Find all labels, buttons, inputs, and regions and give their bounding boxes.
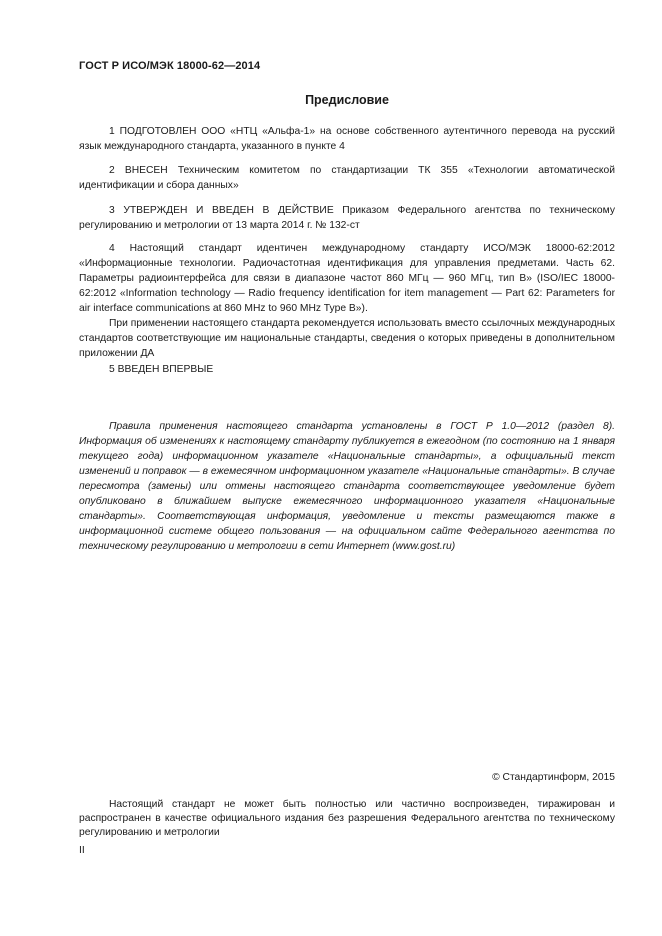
page-number: II: [79, 845, 85, 856]
copyright-line: © Стандартинформ, 2015: [492, 772, 615, 783]
paragraph-item-2: 2 ВНЕСЕН Техническим комитетом по стандартизации ТК 355 «Технологии автоматической идентификации и сбора данных»: [79, 165, 615, 191]
paragraph-item-1: 1 ПОДГОТОВЛЕН ООО «НТЦ «Альфа-1» на основе собственного аутентичного перевода на русский язык международного стандарта, указанного в пункте 4: [79, 126, 615, 152]
item-4-block: [79, 241, 615, 361]
paragraph-item-4: 4 Настоящий стандарт идентичен международному стандарту ИСО/МЭК 18000-62:2012 «Информационные технологии. Радиочастотная идентификация для управления предметами. Часть 62. Параметры радиоинтерфейса для связи в диапазоне частот 860 МГц — 960 МГц, тип В» (ISO/IEC 18000-62:2012 «Information technology — Radio frequency identification for item management — Part 62: Parameters for air interface communications at 860 MHz to 960 MHz Type B»).: [79, 243, 615, 314]
item-2-block: [79, 163, 615, 193]
preface-title: Предисловие: [305, 93, 389, 107]
standard-code-header: ГОСТ Р ИСО/МЭК 18000-62—2014: [79, 60, 261, 72]
application-rules-note: Правила применения настоящего стандарта установлены в ГОСТ Р 1.0—2012 (раздел 8). Информация об изменениях к настоящему стандарту публикуется в ежегодном (по состоянию на 1 января текущего года) информационном указателе «Национальные стандарты», а официальный текст изменений и поправок — в ежемесячном информационном указателе «Национальные стандарты». В случае пересмотра (замены) или отмены настоящего стандарта соответствующее уведомление будет опубликовано в ближайшем выпуске ежемесячного информационного указателя «Национальные стандарты». Соответствующая информация, уведомление и тексты размещаются также в информационной системе общего пользования — на официальном сайте Федерального агентства по техническому регулированию и метрологии в сети Интернет (www.gost.ru): [79, 421, 615, 552]
reproduction-restriction-note: Настоящий стандарт не может быть полностью или частично воспроизведен, тиражирован и распространен в качестве официального издания без разрешения Федерального агентства по техническому регулированию и метрологии: [79, 799, 615, 838]
paragraph-item-5: 5 ВВЕДЕН ВПЕРВЫЕ: [109, 364, 214, 375]
item-5-block: [79, 362, 615, 377]
paragraph-item-4-reference-note: При применении настоящего стандарта рекомендуется использовать вместо ссылочных международных стандартов соответствующие им национальные стандарты, сведения о которых приведены в дополнительном приложении ДА: [79, 318, 615, 359]
paragraph-item-3: 3 УТВЕРЖДЕН И ВВЕДЕН В ДЕЙСТВИЕ Приказом Федерального агентства по техническому регулированию и метрологии от 13 марта 2014 г. № 132-ст: [79, 205, 615, 231]
item-1-block: [79, 124, 615, 154]
item-3-block: [79, 203, 615, 233]
